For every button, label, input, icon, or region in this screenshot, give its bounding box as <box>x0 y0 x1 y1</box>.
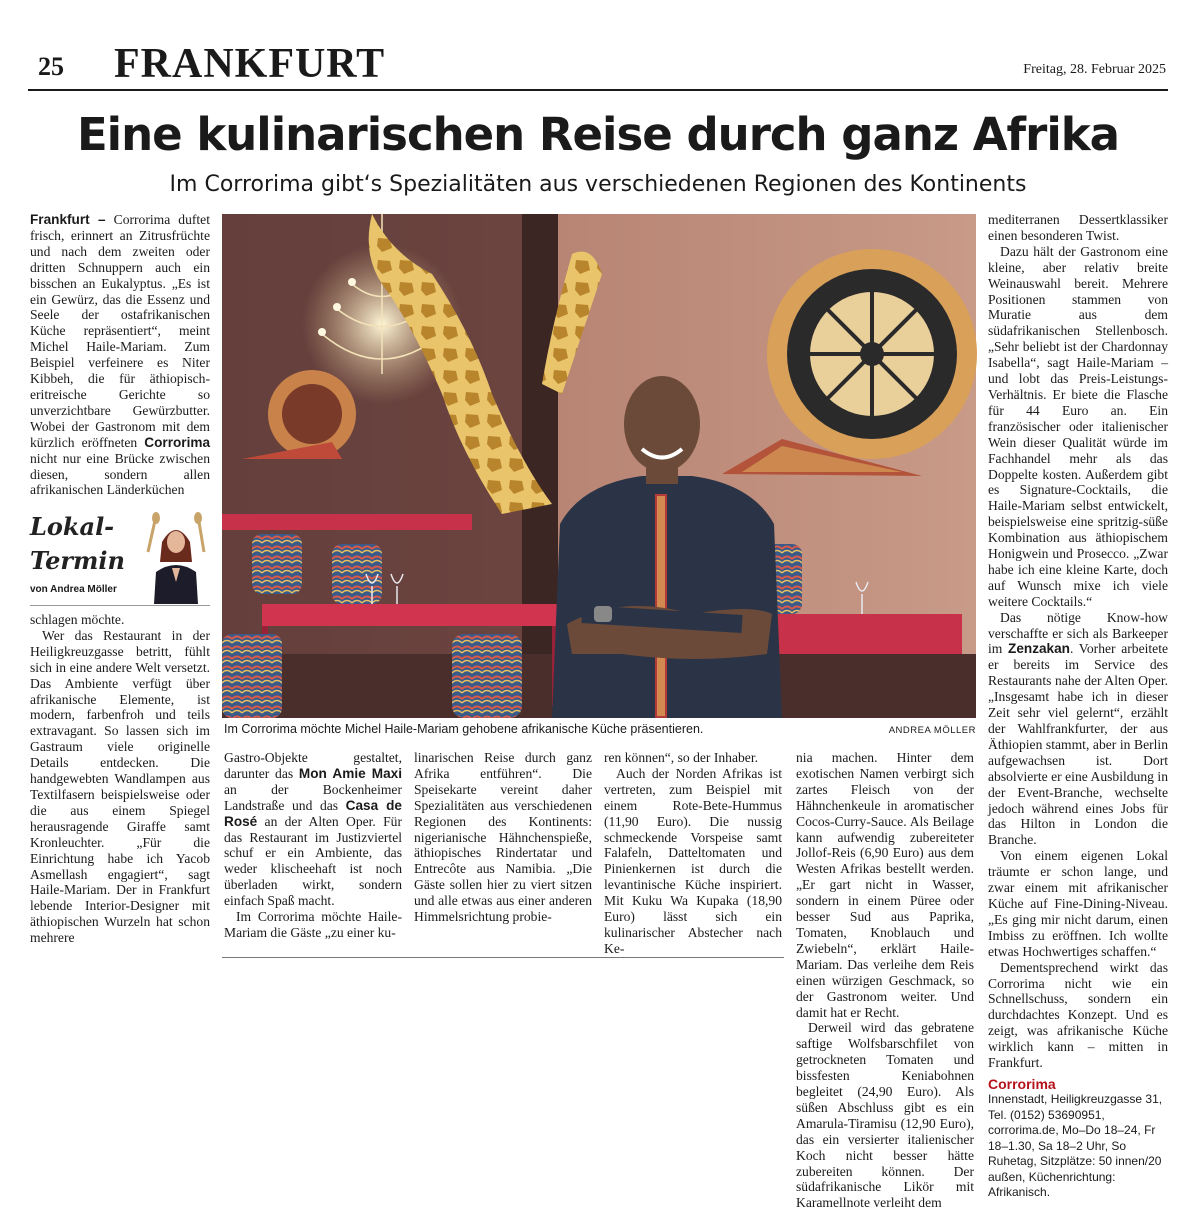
restaurant-name: Corrorima <box>144 434 210 450</box>
subheadline: Im Corrorima gibt‘s Spezialitäten aus verschiedenen Regionen des Kontinents <box>169 172 1027 197</box>
article-column-5: nia machen. Hinter dem exotischen Namen verbirgt sich zartes Fleisch von der Hähnchenkeule in aromatischer Cocos-Curry-Sauce. Als Beilage kann aufwendig zubereiteter Jollof-Reis (6,90 Euro) aus dem Westen Afrikas bestellt werden. „Er gart nicht in Wasser, sondern in einem Püree oder besser Sud aus Paprika, Tomaten, Knoblauch und Zwiebeln“, erklärt Haile-Mariam. Das verleihe dem Reis einen würzigen Geschmack, so der Gastronom weiter. Und damit hat er Recht. Derweil wird das gebratene saftige Wolfsbarschfilet von getrockneten Tomaten und bissfesten Keniabohnen begleitet (24,90 Euro). Als süßen Abschluss gibt es ein Amarula-Tiramisu (12,90 Euro), das ein versierter italienischer Koch nicht besser hätte zubereiten können. Der südafrikanische Likör mit Karamellnote verleiht dem <box>796 750 974 1211</box>
author-byline: von Andrea Möller <box>30 584 117 595</box>
restaurant-photo <box>222 214 976 718</box>
masthead <box>28 40 1168 92</box>
article-column-1-top: Frankfurt – Corrorima duftet frisch, erinnert an Zitrusfrüchte und nach dem zweiten oder dritten Schnuppern auch ein bisschen an Eukalyptus. „Es ist ein Gewürz, das die Essenz und Seele der ostafrikanischen Küche repräsentiert“, meint Michel Haile-Mariam. Zum Beispiel verfeinere es Niter Kibbeh, die für äthiopisch-eritreische Gerichte so unverzichtbare Gewürzbutter. Wobei der Gastronom mit dem kürzlich eröffneten Corrorima nicht nur eine Brücke zwischen diesen, sondern allen afrikanischen Länderküchen <box>30 212 210 498</box>
venue-casa-de-rose: Casa de Rosé <box>224 797 402 829</box>
article-column-6: mediterranen Dessertklassiker einen besonderen Twist. Dazu hält der Gastronom eine kleine, aber relativ breite Weinauswahl bereit. Mehrere Positionen stammen von Muratie aus dem südafrikanischen Stellenbosch. „Sehr beliebt ist der Chardonnay Isabella“, sagt Haile-Mariam – und lobt das Preis-Leistungs-Verhältnis. Er biete die Flasche für 44 Euro an. Ein französischer oder italienischer Wein dieser Qualität würde im Fachhandel mehr als das Doppelte kosten. Außerdem gibt es Signature-Cocktails, die Haile-Mariam selbst entwickelt, beispielsweise eine spritzig-süße Kombination aus äthiopischem Honigwein und Prosecco. „Zwar habe ich eine kleine Karte, doch auf Wunsch mixe ich viele weitere Cocktails.“ Das nötige Know-how verschaffte er sich als Barkeeper im Zenzakan. Vorher arbeitete er bereits im Service des Restaurants nahe der Alten Oper. „Insgesamt habe ich in dieser Zeit sehr viel gelernt“, erzählt der Wahlfrankfurter, der aus Äthiopien stammt, aber in Berlin aufgewachsen ist. Dort absolvierte er eine Ausbildung in der Event-Branche, wechselte jedoch während eines Jobs für das Hilton in London die Branche. Von einem eigenen Lokal träumte er schon lange, und zwar einem mit afrikanischer Küche auf Fine-Dining-Niveau. „Es ging mir nicht darum, einen Imbiss zu eröffnen. Ich wollte etwas Hochwertiges schaffen.“ Dementsprechend wirkt das Corrorima nicht wie ein Schnellschuss, sondern ein durchdachtes Konzept. Und es zeigt, was afrikanische Küche wirklich kann – mitten in Frankfurt. <box>988 212 1169 1071</box>
lokal-termin-box <box>30 510 210 606</box>
issue-date: Freitag, 28. Februar 2025 <box>1023 62 1166 77</box>
infobox-title: Corrorima <box>988 1076 1056 1092</box>
venue-mon-amie-maxi: Mon Amie Maxi <box>298 765 402 781</box>
infobox-details: Innenstadt, Heiligkreuzgasse 31, Tel. (0152) 53690951, corrorima.de, Mo–Do 18–24, Fr 18–1.30, Sa 18–2 Uhr, So Ruhetag, Sitzplätze: 50 innen/20 außen, Küchenrichtung: Afrikanisch. <box>988 1092 1163 1199</box>
photo-caption: Im Corrorima möchte Michel Haile-Mariam gehobene afrikanische Küche präsentieren. <box>224 722 704 736</box>
article-column-1-bottom: schlagen möchte. Wer das Restaurant in der Heiligkreuzgasse betritt, fühlt sich in eine andere Welt versetzt. Das Ambiente verfügt über afrikanische Elemente, ist modern, farbenfroh und teils extravagant. So lassen sich im Gastraum viele originelle Details entdecken. Die handgewebten Wandlampen aus Textilfasern beispielsweise oder die aus einem Spiegel herausragende Giraffe samt Kronleuchter. „Für die Einrichtung habe ich Yacob Asmellash engagiert“, sagt Haile-Mariam. Der in Frankfurt lebende Interior-Designer mit äthiopischen Wurzeln hat schon mehrere <box>30 612 210 946</box>
lokal-termin-title-2: Termin <box>30 546 125 575</box>
page-number: 25 <box>38 52 64 81</box>
venue-zenzakan: Zenzakan <box>1008 641 1070 657</box>
column-divider <box>222 957 784 958</box>
lokal-termin-title: Lokal- <box>30 512 115 541</box>
masthead-rule <box>28 89 1168 91</box>
article-column-4: ren können“, so der Inhaber. Auch der Norden Afrikas ist vertreten, zum Beispiel mit einem Rote-Bete-Hummus (11,90 Euro). Die nussig schmeckende Vorspeise samt Falafeln, Datteltomaten und Pinienkernen ist durch die levantinische Küche inspiriert. Mit Kuku Wa Kupaka (18,90 Euro) lässt sich ein kulinarischer Abstecher nach Ke- <box>604 750 782 956</box>
article-column-3: linarischen Reise durch ganz Afrika entführen“. Die Speisekarte vereint daher Spezialitäten aus verschiedenen Regionen des Kontinents: nigerianische Hähnchenspieße, äthiopisches Rindertatar und Entrecôte aus Namibia. „Die Gäste sollen hier zu viert sitzen und alle etwas aus einer anderen Himmelsrichtung probie- <box>414 750 592 925</box>
article-column-2: Gastro-Objekte gestaltet, darunter das Mon Amie Maxi an der Bockenheimer Landstraße und das Casa de Rosé an der Alten Oper. Für das Restaurant im Justizviertel schuf er ein Ambiente, das weder klischeehaft ist noch überladen wirkt, sondern einfach Spaß macht. Im Corrorima möchte Haile-Mariam die Gäste „zu einer ku- <box>224 750 402 940</box>
headline: Eine kulinarischen Reise durch ganz Afrika <box>76 108 1120 161</box>
photo-credit: ANDREA MÖLLER <box>888 725 976 736</box>
author-portrait <box>142 512 210 604</box>
restaurant-infobox <box>988 1076 1168 1199</box>
dateline: Frankfurt – <box>30 212 106 227</box>
section-title: FRANKFURT <box>114 41 386 87</box>
